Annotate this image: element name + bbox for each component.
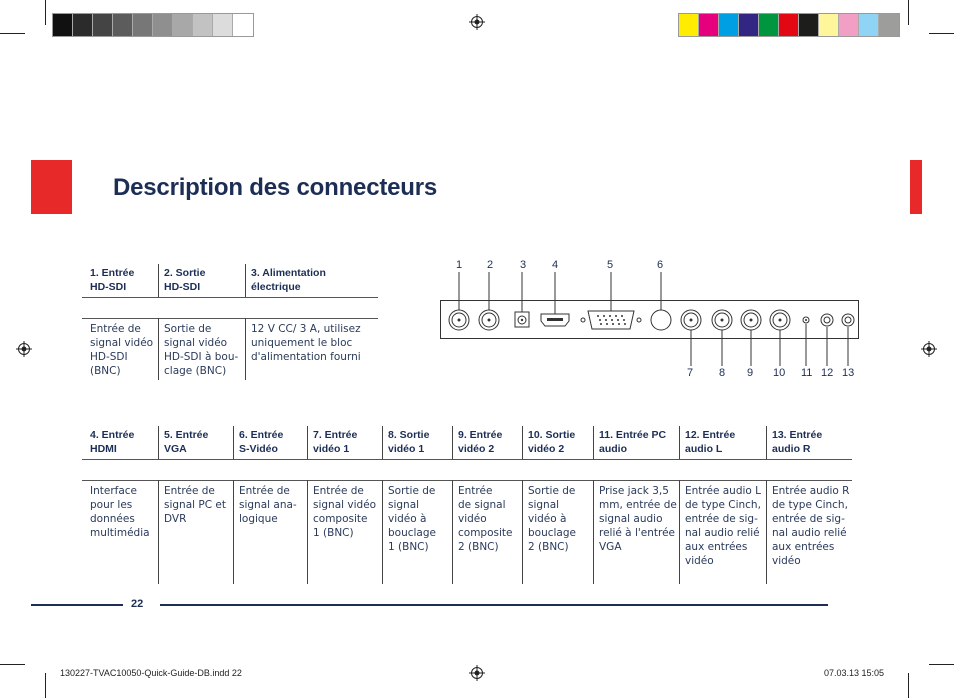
page-title: Description des connecteurs [113, 174, 438, 201]
crop-mark [45, 673, 46, 698]
table2-header-12: 12. Entrée audio L [685, 429, 736, 455]
connector-label-12: 12 [821, 367, 834, 379]
color-swatch-9 [839, 14, 859, 36]
table2-column-separator [307, 480, 308, 584]
gray-swatch-10 [233, 14, 253, 36]
registration-mark-icon [921, 341, 937, 357]
table1-cell-3: 12 V CC/ 3 A, utilisez uniquement le bloc d'alimentation fourni [251, 323, 361, 363]
table2-header-7: 7. Entrée vidéo 1 [313, 429, 358, 455]
connector-label-6: 6 [657, 259, 664, 271]
color-swatch-7 [799, 14, 819, 36]
gray-swatch-4 [113, 14, 133, 36]
connector-label-4: 4 [552, 259, 559, 271]
crop-mark [45, 0, 46, 25]
connector-label-10: 10 [773, 367, 786, 379]
table2-cell-8: Sortie de signal vidéo à bouclage 1 (BNC) [388, 485, 436, 553]
table2-column-separator [593, 426, 594, 459]
gray-swatch-7 [173, 14, 193, 36]
connector-label-9: 9 [747, 367, 754, 379]
table2-cell-5: Entrée de signal PC et DVR [164, 485, 226, 525]
table1-cell-2: Sortie de signal vidéo HD-SDI à bou- clage (BNC) [164, 323, 239, 377]
color-swatch-5 [759, 14, 779, 36]
table2-cell-11: Prise jack 3,5 mm, entrée de signal audio relié à l'entrée VGA [599, 485, 677, 553]
gray-swatch-8 [193, 14, 213, 36]
table2-column-separator [522, 426, 523, 459]
registration-mark-icon [469, 665, 485, 681]
registration-mark-icon [469, 14, 485, 30]
table2-header-4: 4. Entrée HDMI [90, 429, 135, 455]
table2-column-separator [382, 480, 383, 584]
table1-header-3: 3. Alimentation électrique [251, 267, 326, 293]
color-swatch-4 [739, 14, 759, 36]
table2-column-separator [233, 480, 234, 584]
color-swatch-2 [699, 14, 719, 36]
footer-rule-right [160, 604, 828, 606]
gray-swatch-9 [213, 14, 233, 36]
color-bar [678, 13, 900, 37]
gray-swatch-2 [73, 14, 93, 36]
table2-cell-13: Entrée audio R de type Cinch, entrée de sig- nal audio relié aux entrées vidéo [772, 485, 850, 567]
color-swatch-6 [779, 14, 799, 36]
date-slug: 07.03.13 15:05 [824, 668, 885, 678]
table1-cell-1: Entrée de signal vidéo HD-SDI (BNC) [90, 323, 154, 377]
table1-column-separator [245, 318, 246, 380]
table2-cell-10: Sortie de signal vidéo à bouclage 2 (BNC) [528, 485, 576, 553]
table2-cell-9: Entrée de signal vidéo composite 2 (BNC) [458, 485, 513, 553]
table1-header-2: 2. Sortie HD-SDI [164, 267, 206, 293]
table2-cell-6: Entrée de signal ana- logique [239, 485, 297, 525]
file-slug: 130227-TVAC10050-Quick-Guide-DB.indd 22 [60, 668, 242, 678]
table1-column-separator [158, 264, 159, 297]
table2-cell-4: Interface pour les données multimédia [90, 485, 150, 539]
table2-cell-12: Entrée audio L de type Cinch, entrée de sig- nal audio relié aux entrées vidéo [685, 485, 762, 567]
table2-column-separator [158, 480, 159, 584]
connector-label-3: 3 [520, 259, 527, 271]
connector-label-8: 8 [719, 367, 726, 379]
connector-leader-lines [440, 272, 860, 368]
gray-swatch-1 [53, 14, 73, 36]
table2-cell-7: Entrée de signal vidéo composite 1 (BNC) [313, 485, 377, 539]
color-swatch-1 [679, 14, 699, 36]
crop-mark [908, 673, 909, 698]
table2-column-separator [452, 426, 453, 459]
color-swatch-11 [879, 14, 899, 36]
table2-column-separator [679, 480, 680, 584]
table2-column-separator [158, 426, 159, 459]
connector-label-7: 7 [687, 367, 694, 379]
table1-column-separator [158, 318, 159, 380]
connector-label-11: 11 [801, 367, 813, 379]
table2-column-separator [766, 426, 767, 459]
table2-header-13: 13. Entrée audio R [772, 429, 823, 455]
connector-label-13: 13 [842, 367, 855, 379]
crop-mark [0, 33, 25, 34]
crop-mark [929, 664, 954, 665]
crop-mark [908, 0, 909, 25]
connector-label-2: 2 [487, 259, 494, 271]
color-swatch-3 [719, 14, 739, 36]
table2-divider [82, 459, 852, 460]
crop-mark [929, 33, 954, 34]
table2-header-10: 10. Sortie vidéo 2 [528, 429, 576, 455]
table1-header-1: 1. Entrée HD-SDI [90, 267, 135, 293]
table2-column-separator [233, 426, 234, 459]
table1-divider [82, 297, 378, 298]
crop-mark [0, 664, 25, 665]
color-swatch-8 [819, 14, 839, 36]
table2-column-separator [679, 426, 680, 459]
table2-header-9: 9. Entrée vidéo 2 [458, 429, 503, 455]
table1-column-separator [245, 264, 246, 297]
page-number: 22 [131, 598, 144, 610]
color-swatch-10 [859, 14, 879, 36]
connector-label-1: 1 [456, 259, 463, 271]
section-tab-right [910, 160, 922, 214]
registration-mark-icon [16, 341, 32, 357]
table2-header-8: 8. Sortie vidéo 1 [388, 429, 430, 455]
table2-divider [82, 480, 852, 481]
table2-header-11: 11. Entrée PC audio [599, 429, 667, 455]
connector-label-5: 5 [607, 259, 614, 271]
table2-column-separator [522, 480, 523, 584]
grayscale-bar [52, 13, 254, 37]
table1-divider [82, 318, 378, 319]
table2-column-separator [307, 426, 308, 459]
gray-swatch-6 [153, 14, 173, 36]
gray-swatch-5 [133, 14, 153, 36]
table2-column-separator [593, 480, 594, 584]
table2-header-5: 5. Entrée VGA [164, 429, 209, 455]
section-tab-left [31, 160, 72, 214]
table2-column-separator [766, 480, 767, 584]
table2-column-separator [452, 480, 453, 584]
table2-header-6: 6. Entrée S-Vidéo [239, 429, 284, 455]
footer-rule-left [31, 604, 123, 606]
table2-column-separator [382, 426, 383, 459]
gray-swatch-3 [93, 14, 113, 36]
